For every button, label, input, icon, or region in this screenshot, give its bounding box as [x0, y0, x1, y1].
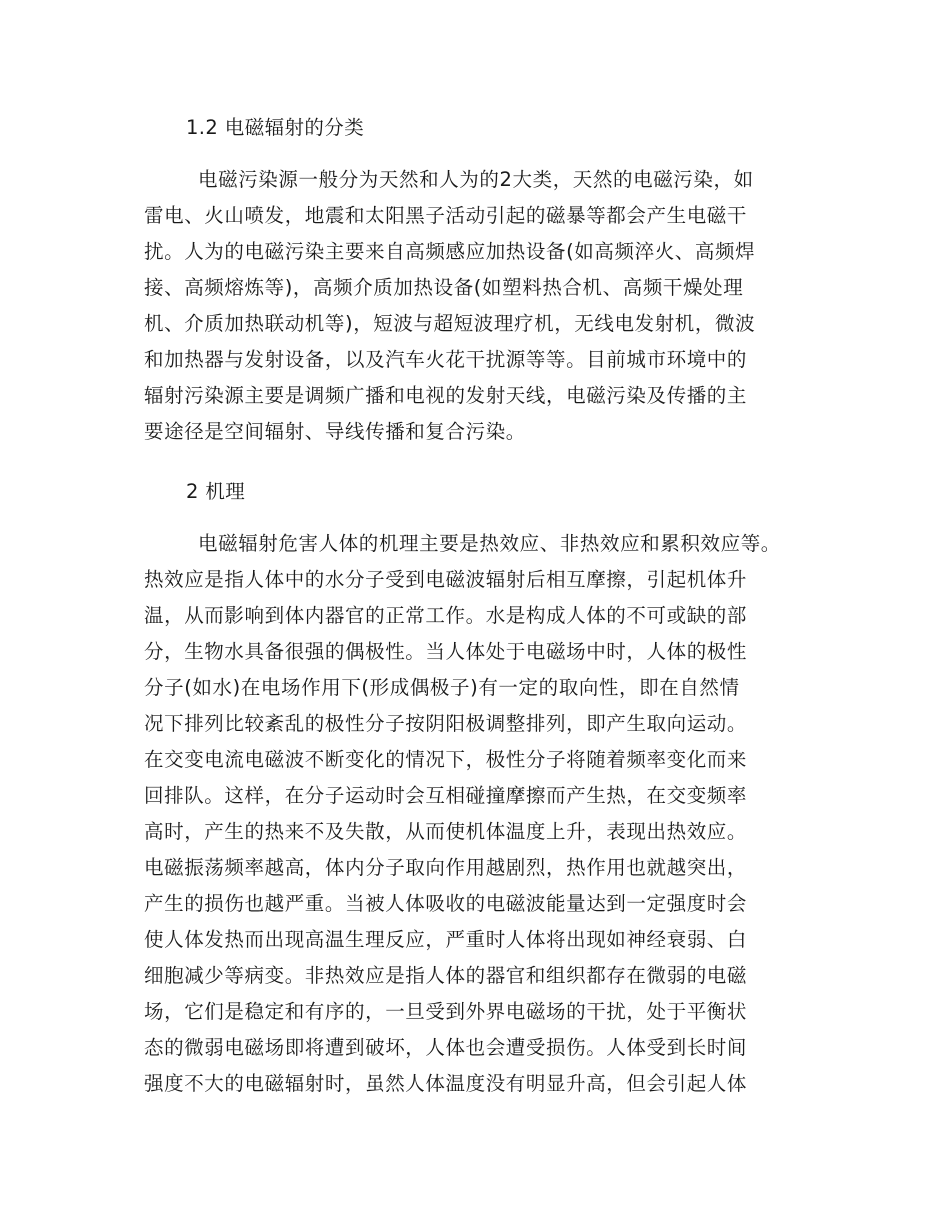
paragraph-line: 强度不大的电磁辐射时，虽然人体温度没有明显升高，但会引起人体 — [144, 1072, 748, 1095]
paragraph-line: 在交变电流电磁波不断变化的情况下，极性分子将随着频率变化而来 — [144, 748, 748, 771]
paragraph-line: 要途径是空间辐射、导线传播和复合污染。 — [144, 420, 526, 443]
paragraph-line: 细胞减少等病变。非热效应是指人体的器官和组织都存在微弱的电磁 — [144, 964, 748, 987]
paragraph-line: 高时，产生的热来不及失散，从而使机体温度上升，表现出热效应。 — [144, 820, 748, 843]
paragraph-line: 回排队。这样，在分子运动时会互相碰撞摩擦而产生热，在交变频率 — [144, 784, 748, 807]
paragraph-line: 使人体发热而出现高温生理反应，严重时人体将出现如神经衰弱、白 — [144, 928, 748, 951]
paragraph-line: 场，它们是稳定和有序的，一旦受到外界电磁场的干扰，处于平衡状 — [144, 1000, 748, 1023]
paragraph-line: 机、介质加热联动机等)，短波与超短波理疗机，无线电发射机，微波 — [144, 312, 756, 335]
paragraph-line: 分子(如水)在电场作用下(形成偶极子)有一定的取向性，即在自然情 — [144, 676, 740, 699]
paragraph-line: 电磁污染源一般分为天然和人为的2大类，天然的电磁污染，如 — [198, 168, 754, 191]
paragraph-line: 接、高频熔炼等)，高频介质加热设备(如塑料热合机、高频干燥处理 — [144, 276, 744, 299]
paragraph-line: 况下排列比较紊乱的极性分子按阴阳极调整排列，即产生取向运动。 — [144, 712, 748, 735]
paragraph-line: 扰。人为的电磁污染主要来自高频感应加热设备(如高频淬火、高频焊 — [144, 240, 756, 263]
paragraph-line: 电磁辐射危害人体的机理主要是热效应、非热效应和累积效应等。 — [198, 532, 781, 555]
paragraph-line: 产生的损伤也越严重。当被人体吸收的电磁波能量达到一定强度时会 — [144, 892, 748, 915]
paragraph-line: 态的微弱电磁场即将遭到破坏，人体也会遭受损伤。人体受到长时间 — [144, 1036, 748, 1059]
paragraph-line: 温，从而影响到体内器官的正常工作。水是构成人体的不可或缺的部 — [144, 604, 748, 627]
paragraph-line: 辐射污染源主要是调频广播和电视的发射天线，电磁污染及传播的主 — [144, 384, 748, 407]
paragraph-line: 热效应是指人体中的水分子受到电磁波辐射后相互摩擦，引起机体升 — [144, 568, 748, 591]
paragraph-line: 分，生物水具备很强的偶极性。当人体处于电磁场中时，人体的极性 — [144, 640, 748, 663]
section-heading: 1.2 电磁辐射的分类 — [186, 116, 365, 139]
section-heading: 2 机理 — [186, 480, 246, 503]
paragraph-line: 雷电、火山喷发，地震和太阳黑子活动引起的磁暴等都会产生电磁干 — [144, 204, 748, 227]
paragraph-line: 电磁振荡频率越高，体内分子取向作用越剧烈，热作用也就越突出， — [144, 856, 748, 879]
paragraph-line: 和加热器与发射设备，以及汽车火花干扰源等等。目前城市环境中的 — [144, 348, 748, 371]
